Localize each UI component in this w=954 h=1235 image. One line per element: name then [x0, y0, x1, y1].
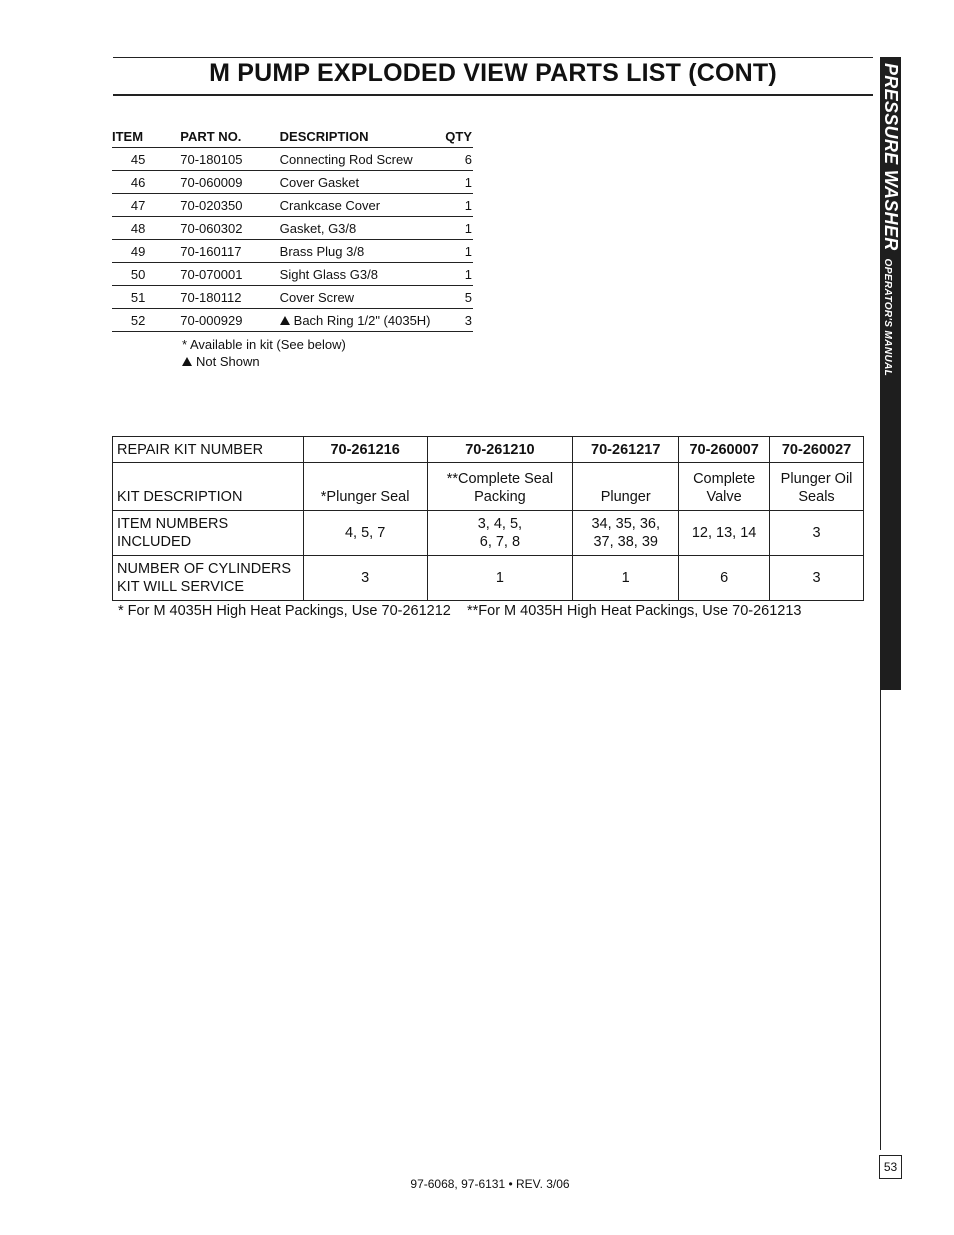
page-number: 53: [879, 1155, 902, 1179]
part-qty-cell: [442, 171, 473, 194]
kit-items-cell: [573, 511, 679, 556]
kit-description-cell: [770, 463, 864, 511]
part-qty-cell-text: 3: [464, 312, 472, 328]
kit-number-cell: 70-261210: [427, 437, 573, 463]
part-qty-cell: [442, 309, 473, 332]
part-qty-cell: [442, 217, 473, 240]
kit-description-cell: [679, 463, 770, 511]
side-tab-subtitle: OPERATOR'S MANUAL: [882, 258, 893, 377]
parts-row: [112, 263, 473, 286]
kit-description-row: [113, 463, 864, 511]
part-number-cell: [180, 286, 279, 309]
kit-items-line: 6, 7, 8: [479, 534, 521, 550]
kit-items-cell: [679, 511, 770, 556]
part-number-cell-text: 70-160117: [180, 243, 242, 259]
note-not-shown: [182, 353, 346, 370]
side-rule: [880, 690, 881, 1150]
col-header-item: ITEM: [112, 125, 180, 148]
kit-number-cell: 70-261216: [303, 437, 427, 463]
kit-description-cell: [303, 463, 427, 511]
part-item-cell: [112, 263, 180, 286]
part-number-cell: [180, 240, 279, 263]
kit-cylinders-cell: 3: [303, 556, 427, 601]
parts-row: [112, 194, 473, 217]
note-not-shown-text: Not Shown: [196, 354, 260, 369]
title-rule-top: [113, 57, 873, 58]
part-item-cell: [112, 309, 180, 332]
kit-description-line: Plunger Oil: [780, 471, 853, 487]
col-header-qty: QTY: [442, 125, 473, 148]
part-number-cell-text: 70-180105: [180, 151, 243, 167]
parts-list-table: [112, 125, 473, 332]
part-qty-cell-text: 1: [464, 197, 472, 213]
parts-notes: [182, 336, 346, 370]
part-qty-cell-text: 5: [464, 289, 472, 305]
part-number-cell-text: 70-060009: [180, 174, 243, 190]
kit-description-line: Seals: [798, 489, 835, 505]
part-qty-cell: [442, 194, 473, 217]
kit-items-cell: [770, 511, 864, 556]
kit-cylinders-row: [113, 556, 864, 601]
part-description-cell-text: Crankcase Cover: [279, 197, 381, 213]
part-description-cell: [280, 263, 443, 286]
part-qty-cell: [442, 263, 473, 286]
part-number-cell: [180, 194, 279, 217]
part-item-cell: [112, 217, 180, 240]
kit-description-cell: [427, 463, 573, 511]
row-label-kit-description: KIT DESCRIPTION: [113, 463, 304, 511]
parts-row: [112, 309, 473, 332]
kit-number-cell: 70-261217: [573, 437, 679, 463]
kit-cylinders-cell: 3: [770, 556, 864, 601]
part-description-cell: [280, 171, 443, 194]
part-item-cell-text: 47: [130, 197, 146, 213]
kit-items-line: 34, 35, 36,: [591, 516, 660, 532]
part-number-cell-text: 70-070001: [180, 266, 243, 282]
part-number-cell-text: 70-180112: [180, 289, 242, 305]
part-description-cell: [280, 194, 443, 217]
parts-header-row: [112, 125, 473, 148]
part-qty-cell: [442, 148, 473, 171]
row-label-item-numbers: [113, 511, 304, 556]
row-label-line: NUMBER OF CYLINDERS: [117, 561, 292, 577]
kit-description-line: Packing: [474, 489, 526, 505]
kit-items-line: 3, 4, 5,: [477, 516, 523, 532]
kit-cylinders-cell: 6: [679, 556, 770, 601]
parts-row: [112, 217, 473, 240]
kit-description-line: **Complete Seal: [446, 471, 554, 487]
part-number-cell-text: 70-060302: [180, 220, 243, 236]
part-item-cell-text: 46: [130, 174, 146, 190]
part-item-cell: [112, 148, 180, 171]
part-item-cell: [112, 286, 180, 309]
part-qty-cell-text: 6: [464, 151, 472, 167]
kit-number-cell: 70-260007: [679, 437, 770, 463]
kit-description-line: Plunger: [600, 489, 651, 505]
part-description-cell-text: Bach Ring 1/2" (4035H): [293, 312, 431, 328]
part-description-cell: [280, 148, 443, 171]
part-description-cell-text: Cover Screw: [279, 289, 355, 305]
row-label-kit-number: REPAIR KIT NUMBER: [113, 437, 304, 463]
part-item-cell: [112, 240, 180, 263]
kit-number-cell: 70-260027: [770, 437, 864, 463]
row-label-line: ITEM NUMBERS: [117, 516, 229, 532]
part-number-cell: [180, 263, 279, 286]
part-qty-cell: [442, 240, 473, 263]
row-label-line: INCLUDED: [117, 534, 192, 550]
page-title: M PUMP EXPLODED VIEW PARTS LIST (CONT): [209, 59, 777, 87]
part-description-cell-text: Connecting Rod Screw: [279, 151, 413, 167]
part-description-cell: [280, 309, 443, 332]
side-tab: [880, 57, 901, 690]
part-item-cell-text: 52: [130, 312, 146, 328]
kit-items-cell: [427, 511, 573, 556]
part-number-cell: [180, 148, 279, 171]
triangle-icon: [280, 316, 290, 325]
kit-description-line: Complete: [693, 471, 756, 487]
col-header-part-no: PART NO.: [180, 125, 279, 148]
kit-items-line: 3: [812, 525, 821, 541]
parts-row: [112, 171, 473, 194]
part-qty-cell-text: 1: [464, 266, 472, 282]
kit-description-line: *Plunger Seal: [320, 489, 410, 505]
part-item-cell: [112, 194, 180, 217]
part-item-cell-text: 48: [130, 220, 146, 236]
part-qty-cell-text: 1: [464, 220, 472, 236]
kit-description-line: Valve: [706, 489, 742, 505]
parts-row: [112, 240, 473, 263]
side-tab-text: [880, 63, 901, 376]
kit-items-line: 37, 38, 39: [593, 534, 658, 550]
kit-items-cell: [303, 511, 427, 556]
row-label-cylinders: [113, 556, 304, 601]
repair-kit-table: [112, 436, 864, 601]
title-rule-bottom: [113, 94, 873, 96]
kit-cylinders-cell: 1: [427, 556, 573, 601]
parts-row: [112, 148, 473, 171]
part-number-cell-text: 70-020350: [180, 197, 243, 213]
parts-row: [112, 286, 473, 309]
kit-cylinders-cell: 1: [573, 556, 679, 601]
part-number-cell-text: 70-000929: [180, 312, 243, 328]
part-description-cell-text: Sight Glass G3/8: [279, 266, 378, 282]
part-number-cell: [180, 309, 279, 332]
kit-items-line: 12, 13, 14: [691, 525, 757, 541]
side-tab-title: PRESSURE WASHER: [881, 63, 901, 251]
kit-number-row: [113, 437, 864, 463]
part-description-cell-text: Brass Plug 3/8: [279, 243, 365, 259]
part-description-cell-text: Gasket, G3/8: [279, 220, 357, 236]
triangle-icon: [182, 357, 192, 366]
part-description-cell-text: Cover Gasket: [279, 174, 360, 190]
part-qty-cell-text: 1: [464, 243, 472, 259]
part-item-cell-text: 51: [130, 289, 146, 305]
note-available-in-kit: * Available in kit (See below): [182, 337, 346, 352]
part-description-cell: [280, 240, 443, 263]
part-qty-cell: [442, 286, 473, 309]
part-item-cell-text: 50: [130, 266, 146, 282]
kit-footnote: * For M 4035H High Heat Packings, Use 70-261212 **For M 4035H High Heat Packings, Use 70-261213: [118, 603, 802, 619]
part-description-cell: [280, 286, 443, 309]
col-header-description: DESCRIPTION: [280, 125, 443, 148]
kit-items-line: 4, 5, 7: [344, 525, 386, 541]
part-number-cell: [180, 217, 279, 240]
row-label-line: KIT WILL SERVICE: [117, 579, 245, 595]
kit-description-cell: [573, 463, 679, 511]
kit-items-row: [113, 511, 864, 556]
part-item-cell-text: 49: [130, 243, 146, 259]
part-item-cell-text: 45: [130, 151, 146, 167]
part-number-cell: [180, 171, 279, 194]
part-qty-cell-text: 1: [464, 174, 472, 190]
document-reference: 97-6068, 97-6131 • REV. 3/06: [410, 1177, 570, 1191]
part-description-cell: [280, 217, 443, 240]
part-item-cell: [112, 171, 180, 194]
